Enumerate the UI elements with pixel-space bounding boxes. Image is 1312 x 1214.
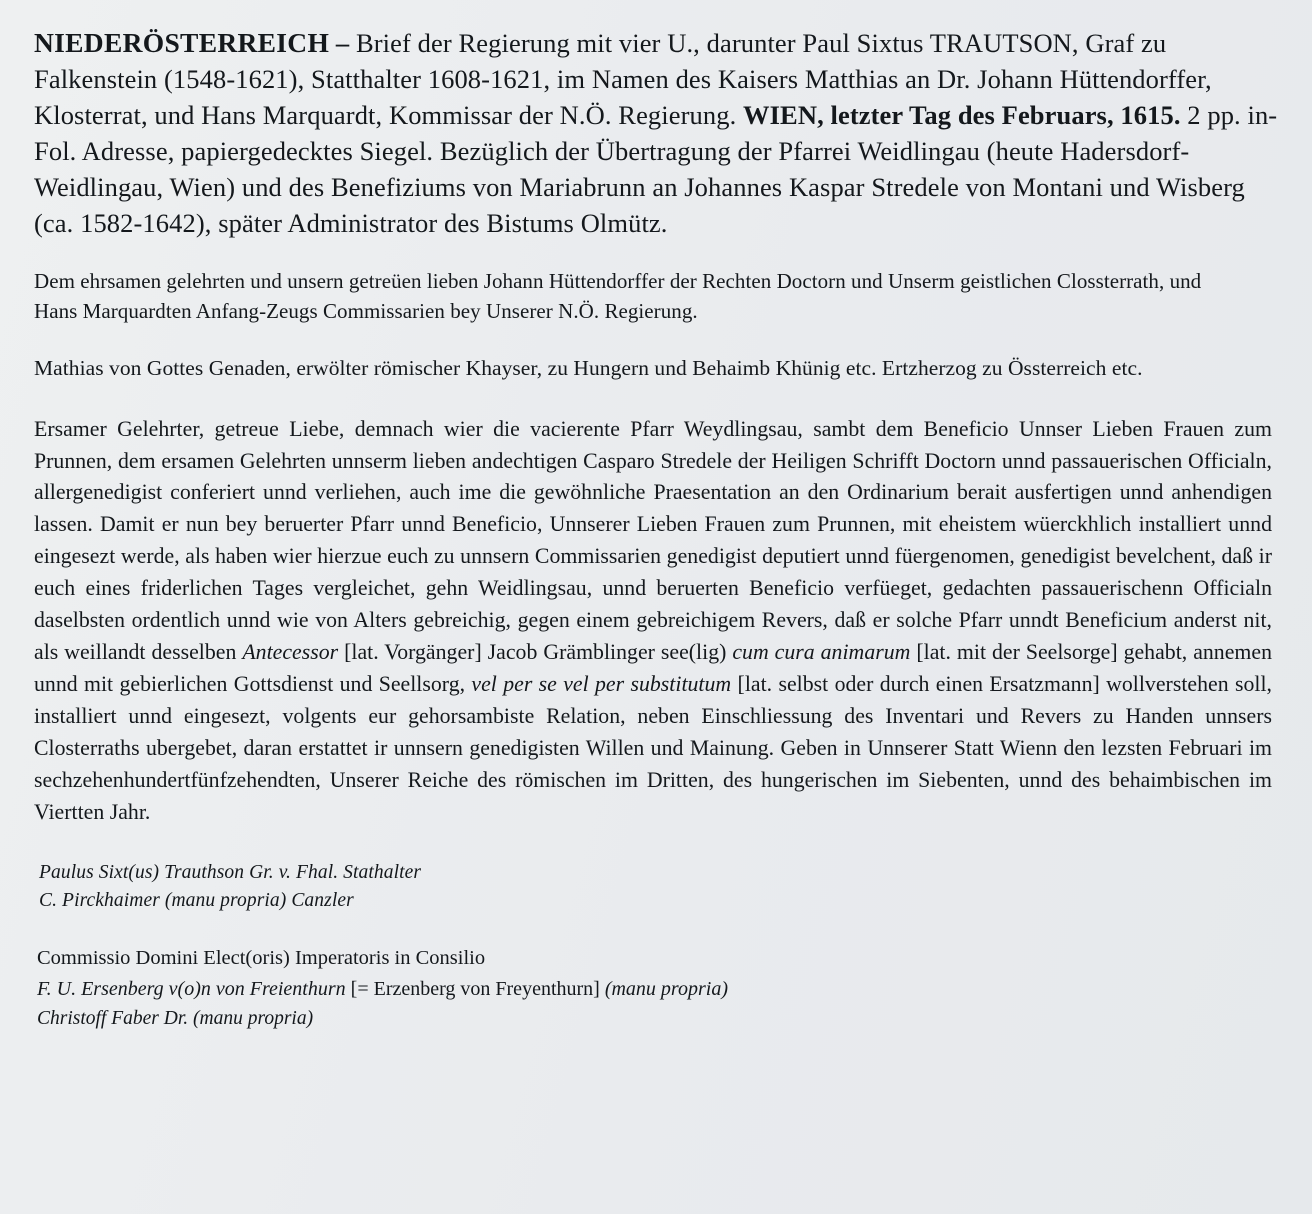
latin-term-vel-per-se: vel per se vel per substitutum	[471, 671, 732, 696]
address-paragraph: Dem ehrsamen gelehrten und unsern getreüen lieben Johann Hüttendorffer der Rechten Doctorn und Unserm geistlichen Clossterrath, und Hans Marquardten Anfang-Zeugs Commissarien bey Unserer N.Ö. Regierung.	[34, 269, 1202, 324]
signature-line-trauthson: Paulus Sixt(us) Trauthson Gr. v. Fhal. Stathalter	[39, 861, 422, 883]
closing-name-italic: F. U. Ersenberg v(o)n von Freienthurn	[37, 977, 346, 1000]
signature-line-pirckhaimer: C. Pirckhaimer (manu propria) Canzler	[39, 889, 354, 911]
headline-description-part1: Brief der Regierung mit vier U., darunter Paul Sixtus TRAUTSON, Graf zu Falkenstein (1548-1621), Statthalter 1608-1621, im Namen des Kaisers Matthias an Dr. Johann Hüttendorffer, Klosterrat, und Hans Marquardt, Kommissar der N.Ö. Regierung.	[34, 28, 1212, 130]
body-segment-4: [lat. selbst oder durch einen Ersatzmann] wollverstehen soll, installiert unnd eingesezt, volgents eur gehorsambiste Relation, neben Einschliessung des Inventari und Revers zu Handen unnsers Closterraths ubergebet, daran erstattet ir unnsern genedigisten Willen und Mainung. Geben in Unnserer Statt Wienn den lezsten Februari im sechzehenhundertfünfzehendten, Unserer Reiche des römischen im Dritten, des hungerischen im Siebenten, unnd des behaimbischen im Viertten Jahr.	[34, 671, 1273, 824]
closing-name-bracket: [= Erzenberg von Freyenthurn]	[345, 977, 605, 1000]
headline-place-date: WIEN, letzter Tag des Februars, 1615.	[743, 99, 1181, 130]
salutation-paragraph: Mathias von Gottes Genaden, erwölter römischer Khayser, zu Hungern und Behaimb Khünig etc. Ertzherzog zu Össterreich etc.	[34, 356, 1143, 381]
closing-line-ersenberg	[37, 974, 1278, 1004]
latin-term-cum-cura-animarum: cum cura animarum	[732, 640, 911, 665]
closing-line-faber: Christoff Faber Dr. (manu propria)	[37, 1007, 314, 1029]
body-segment-2: [lat. Vorgänger] Jacob Grämblinger see(lig)	[338, 640, 733, 665]
headline-dash: –	[329, 28, 356, 58]
headline-description-part2: 2 pp. in-Fol. Adresse, papiergedecktes Siegel. Bezüglich der Übertragung der Pfarrei Weidlingau (heute Hadersdorf-Weidlingau, Wien) und des Benefiziums von Mariabrunn an Johannes Kaspar Stredele von Montani und Wisberg (ca. 1582-1642), später Administrator des Bistums Olmütz.	[34, 99, 1278, 238]
signature-block	[34, 859, 1278, 916]
body-segment-3: [lat. mit der Seelsorge] gehabt, annemen unnd mit gebierlichen Gottsdienst und Seellsorg,	[34, 640, 1273, 696]
closing-line-commissio: Commissio Domini Elect(oris) Imperatoris in Consilio	[37, 947, 486, 970]
headline-place: NIEDERÖSTERREICH	[34, 27, 330, 58]
catalog-headline	[34, 24, 1278, 241]
closing-manu-propria: (manu propria)	[604, 977, 728, 1000]
body-segment-1: Ersamer Gelehrter, getreue Liebe, demnach wier die vacierente Pfarr Weydlingsau, sambt dem Beneficio Unnser Lieben Frauen zum Prunnen, dem ersamen Gelehrten unnserm lieben andechtigen Casparo Stredele der Heiligen Schrifft Doctorn unnd passauerischen Officialn, allergenedigist conferiert unnd verliehen, auch ime die gewöhnliche Praesentation an den Ordinarium berait ausfertigen unnd anhendigen lassen. Damit er nun bey beruerter Pfarr unnd Beneficio, Unnserer Lieben Frauen zum Prunnen, mit eheistem wüerckhlich installiert unnd eingesezt werde, als haben wier hierzue euch zu unnsern Commissarien genedigist deputiert unnd füergenomen, genedigist bevelchent, daß ir euch eines friderlichen Tages vergleichet, gehn Weidlingsau, unnd beruerten Beneficio verfüeget, gedachten passauerischenn Officialn daselbsten ordentlich unnd wie von Alters gebreichig, gegen einem gebreichigem Revers, daß er solche Pfarr unndt Beneficium anderst nit, als weillandt desselben	[34, 416, 1272, 665]
closing-block	[34, 943, 1278, 1033]
body-paragraph	[34, 414, 1278, 829]
latin-term-antecessor: Antecessor	[242, 640, 339, 665]
